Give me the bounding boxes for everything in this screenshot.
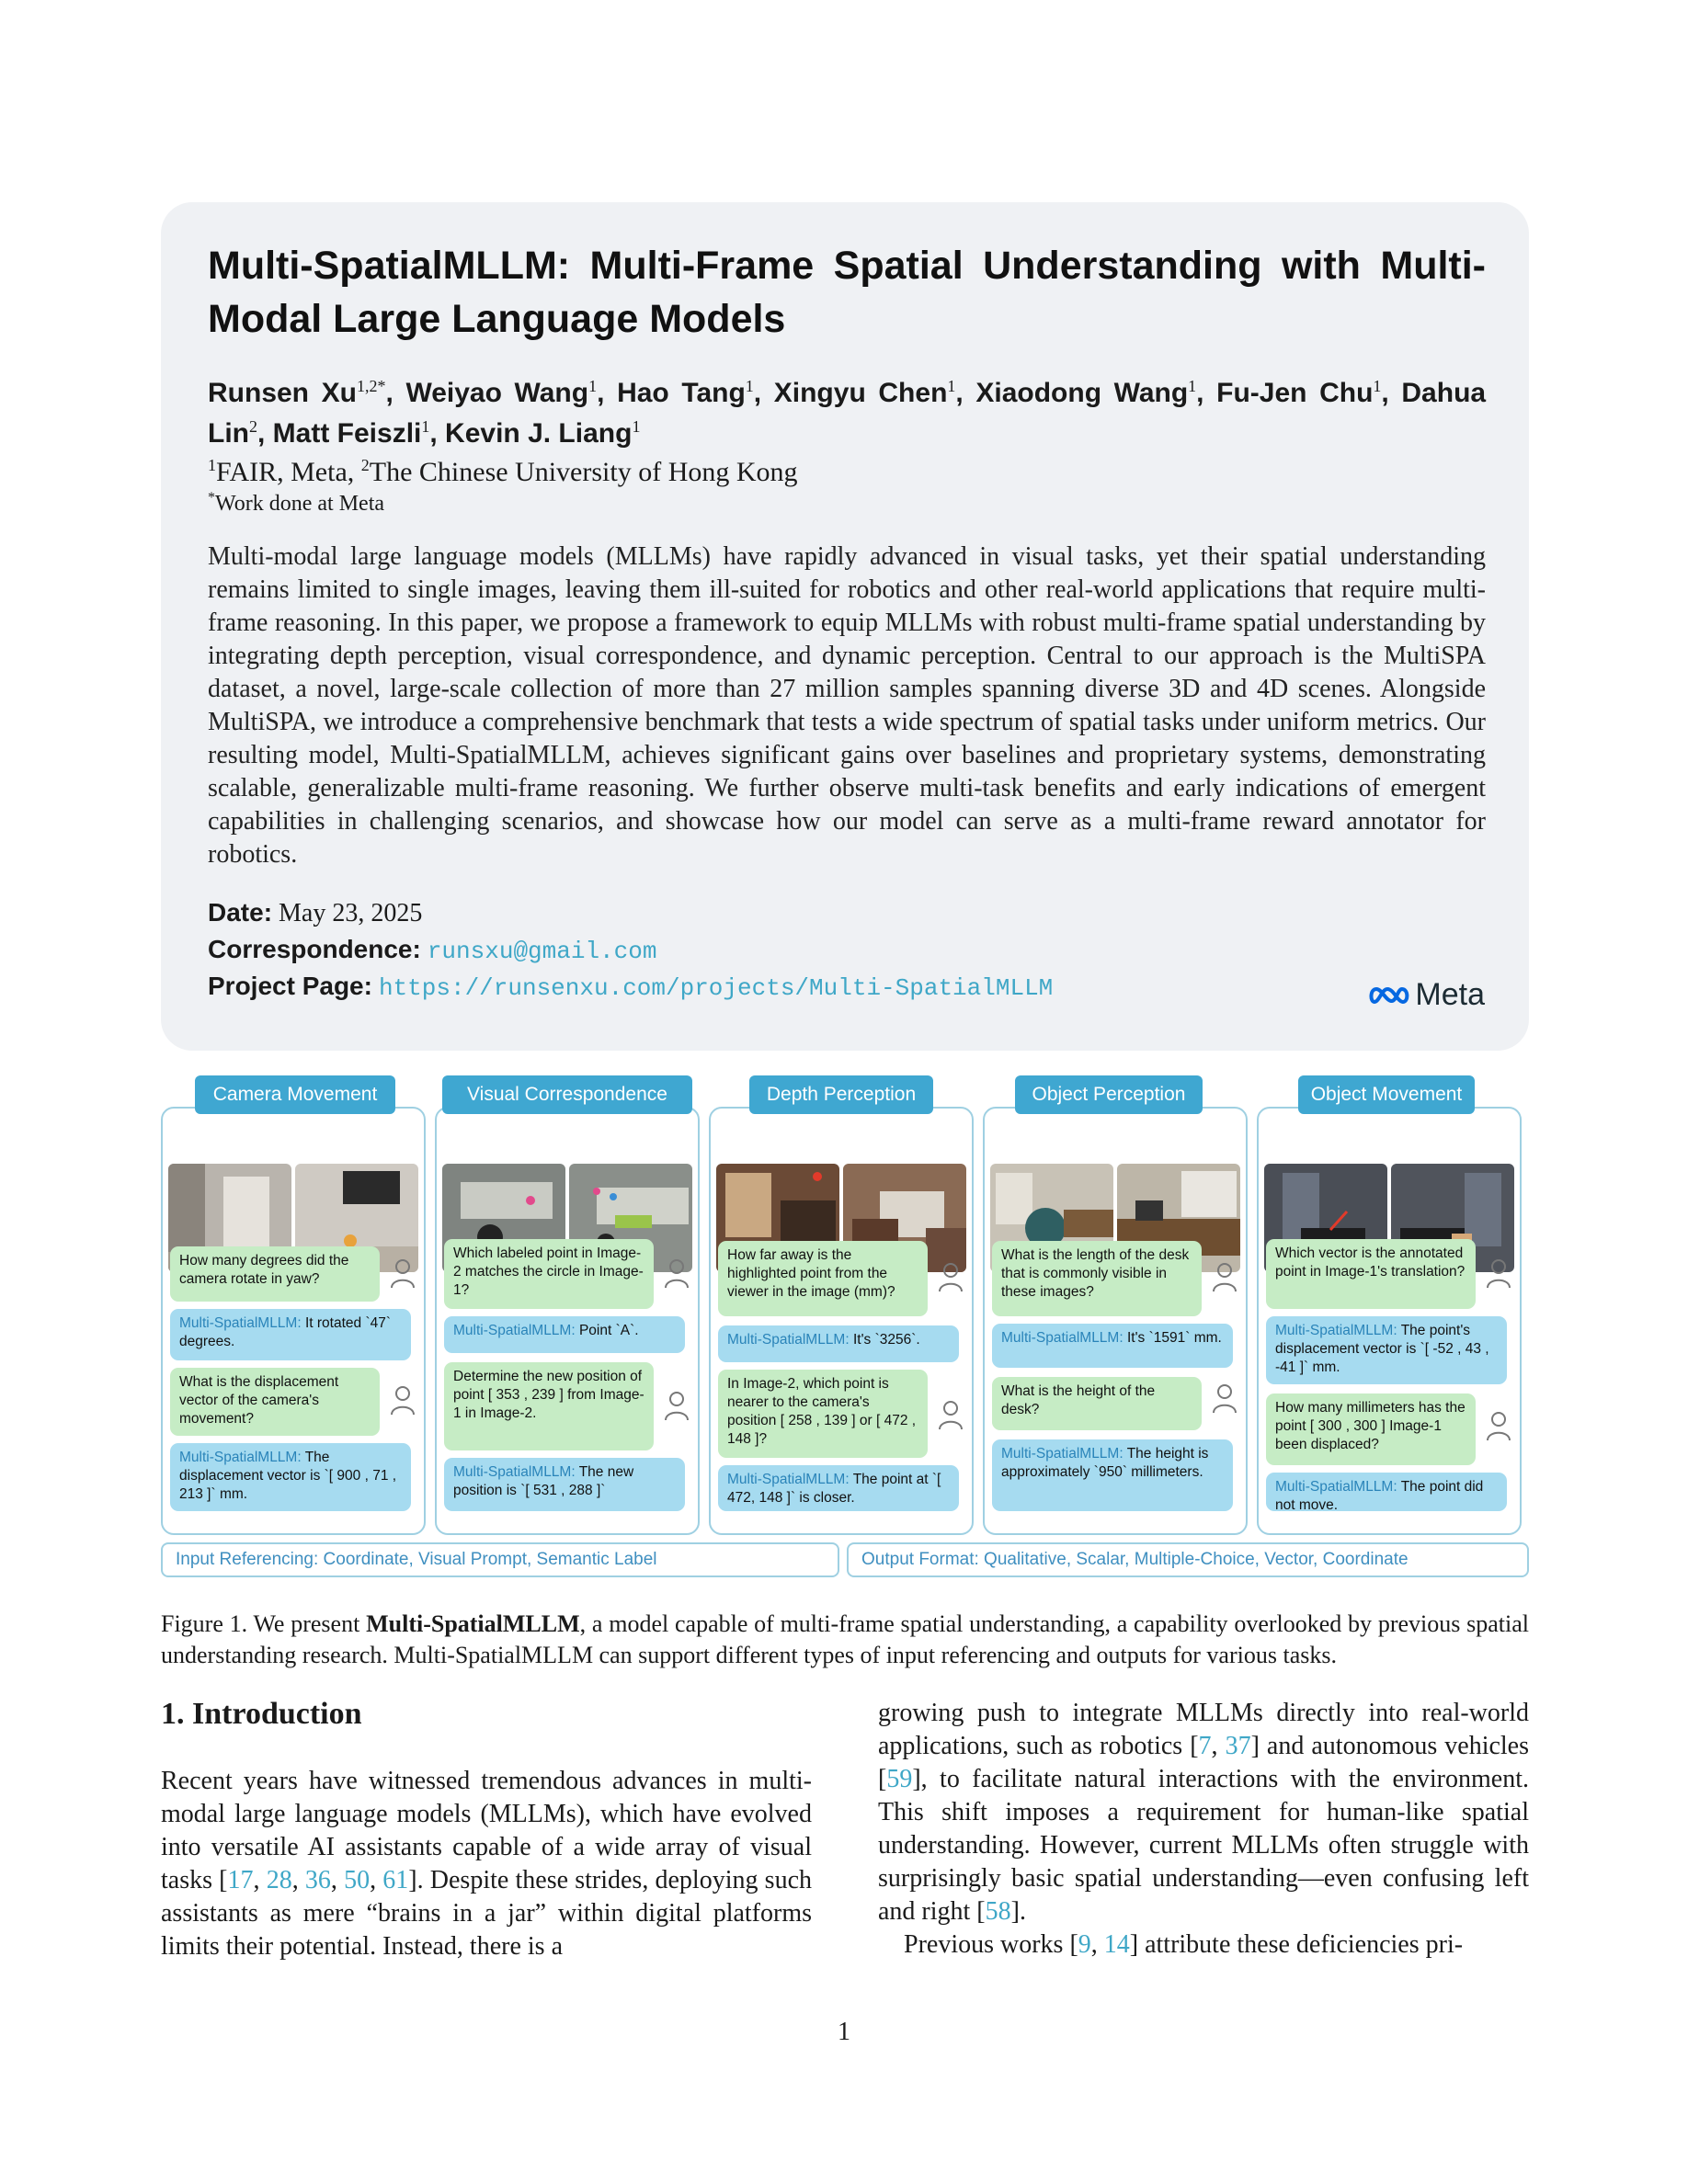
model-name: Multi-SpatialMLLM: xyxy=(1001,1330,1123,1346)
model-name: Multi-SpatialMLLM: xyxy=(727,1472,850,1487)
meta-logo-text: Meta xyxy=(1415,977,1485,1012)
caption-bold: Multi-SpatialMLLM xyxy=(366,1610,580,1637)
question-bubble: How many degrees did the camera rotate in yaw? xyxy=(170,1246,380,1302)
model-name: Multi-SpatialMLLM: xyxy=(179,1450,302,1465)
author-sup: 2 xyxy=(249,417,257,436)
author-sup: 1 xyxy=(745,377,754,395)
citation-link[interactable]: 58 xyxy=(985,1897,1011,1926)
user-icon xyxy=(389,1257,416,1289)
citation-link[interactable]: 28 xyxy=(266,1866,292,1894)
answer-bubble xyxy=(992,1439,1233,1511)
answer-text: The point's displacement vector is `[ -52 , 43 , -41 ]` mm. xyxy=(1275,1323,1489,1375)
citation-link[interactable]: 37 xyxy=(1225,1732,1251,1760)
intro-text: Previous works [ xyxy=(904,1930,1078,1959)
answer-bubble xyxy=(1266,1316,1507,1384)
affiliation-1: FAIR, Meta, xyxy=(216,457,355,487)
project-line xyxy=(208,971,1053,1004)
user-icon xyxy=(389,1384,416,1416)
author-sup: 1 xyxy=(947,377,956,395)
author-sup: 1,2* xyxy=(356,377,386,395)
intro-right-column: growing push to integrate MLLMs directly into real-world applications, such as robotics [7, 37] and autonomous vehicles [59], to facilitate natural interactions with the environment. This shift imposes a requirement for human-like spatial understanding. However, current MLLMs often struggle with surprisingly basic spatial understanding—even confusing left and right [58]. Previous works [9, 14] attribute these deficiencies pri- xyxy=(878,1699,1530,1959)
user-icon xyxy=(1211,1382,1238,1414)
answer-text: It's `3256`. xyxy=(852,1332,920,1348)
citation-link[interactable]: 7 xyxy=(1198,1732,1212,1760)
meta-logo xyxy=(1369,977,1485,1013)
tag-object-perception: Object Perception xyxy=(1015,1075,1203,1114)
intro-left-column: Recent years have witnessed tremendous advances in multi-modal large language models (MLLMs), which have evolved into versatile AI assistants capable of a wide array of visual tasks [17, 28, 36, 50, 61]. Despite these strides, deploying such assistants as mere “brains in a jar” within digital platforms limits their potential. Instead, there is a xyxy=(161,1767,812,1961)
citation-link[interactable]: 36 xyxy=(304,1866,331,1894)
user-icon xyxy=(937,1261,964,1292)
intro-text: ]. Despite these strides, deploying such assistants as mere “brains in a jar” within digital platforms limits their potential. Instead, there is a xyxy=(161,1866,812,1961)
author-sup: 1 xyxy=(632,417,641,436)
author: Kevin J. Liang xyxy=(445,418,633,449)
footnote xyxy=(208,484,384,518)
user-icon xyxy=(1485,1257,1512,1289)
answer-text: The point did not move. xyxy=(1275,1479,1484,1513)
author-sup: 1 xyxy=(1188,377,1197,395)
question-bubble: How many millimeters has the point [ 300 , 300 ] Image-1 been displaced? xyxy=(1266,1393,1476,1465)
caption-text: , a model capable of multi-frame spatial understanding, a capability overlooked by previous spatial understanding research. Multi-SpatialMLLM can support different types of input referencing and outputs for various tasks. xyxy=(161,1610,1530,1668)
author: Xingyu Chen xyxy=(773,378,948,408)
author: Matt Feiszli xyxy=(272,418,422,449)
user-icon xyxy=(663,1390,690,1421)
date-value: May 23, 2025 xyxy=(279,899,423,927)
citation-link[interactable]: 50 xyxy=(344,1866,371,1894)
author-sup: 1 xyxy=(588,377,598,395)
answer-bubble xyxy=(444,1316,685,1353)
citation-link[interactable]: 61 xyxy=(382,1866,409,1894)
intro-text: growing push to integrate MLLMs directly into real-world applications, such as robotics [ xyxy=(878,1699,1529,1760)
answer-bubble xyxy=(718,1465,959,1511)
citation-link[interactable]: 14 xyxy=(1103,1930,1130,1959)
intro-text: ], to facilitate natural interactions with the environment. This shift imposes a requirement for human-like spatial understanding. However, current MLLMs often struggle with surprisingly basic spatial understanding—even confusing left and right [ xyxy=(878,1765,1529,1926)
affiliations xyxy=(208,449,798,489)
page-number: 1 xyxy=(838,2018,850,2046)
model-name: Multi-SpatialMLLM: xyxy=(1275,1479,1397,1495)
answer-text: The new position is `[ 531 , 288 ]` xyxy=(453,1464,634,1498)
project-label: Project Page: xyxy=(208,972,372,1000)
tag-camera-movement: Camera Movement xyxy=(195,1075,395,1114)
author-sup: 1 xyxy=(1373,377,1382,395)
question-bubble: How far away is the highlighted point from the viewer in the image (mm)? xyxy=(718,1241,928,1316)
question-bubble: In Image-2, which point is nearer to the camera's position [ 258 , 139 ] or [ 472 , 148 ]? xyxy=(718,1370,928,1458)
user-icon xyxy=(1485,1410,1512,1441)
date-label: Date: xyxy=(208,898,273,927)
figure-caption xyxy=(161,1609,1529,1671)
date-line xyxy=(208,897,422,929)
intro-text: ]. xyxy=(1010,1897,1026,1926)
caption-prefix: Figure 1. We present xyxy=(161,1610,360,1637)
citation-link[interactable]: 9 xyxy=(1078,1930,1091,1959)
answer-text: The displacement vector is `[ 900 , 71 , 213 ]` mm. xyxy=(179,1450,397,1502)
project-link[interactable]: https://runsenxu.com/projects/Multi-SpatialMLLM xyxy=(378,974,1054,1002)
question-bubble: What is the displacement vector of the camera's movement? xyxy=(170,1368,380,1436)
author: Weiyao Wang xyxy=(405,378,589,408)
author: Fu-Jen Chu xyxy=(1216,378,1374,408)
question-bubble: What is the length of the desk that is commonly visible in these images? xyxy=(992,1241,1202,1316)
intro-text: Recent years have witnessed tremendous advances in multi-modal large language models (MLLMs), which have evolved into versatile AI assistants capable of a wide array of visual tasks [ xyxy=(161,1767,812,1894)
citation-link[interactable]: 17 xyxy=(227,1866,254,1894)
answer-bubble xyxy=(992,1324,1233,1368)
author-sup: 1 xyxy=(421,417,430,436)
model-name: Multi-SpatialMLLM: xyxy=(1275,1323,1397,1338)
tag-depth-perception: Depth Perception xyxy=(749,1075,933,1114)
intro-text: ] attribute these deficiencies pri- xyxy=(1129,1930,1464,1959)
answer-bubble xyxy=(170,1443,411,1511)
question-bubble: Which labeled point in Image-2 matches the circle in Image-1? xyxy=(444,1239,654,1309)
answer-text: It's `1591` mm. xyxy=(1126,1330,1222,1346)
section-heading: 1. Introduction xyxy=(161,1697,362,1731)
answer-bubble xyxy=(444,1458,685,1511)
answer-text: It rotated `47` degrees. xyxy=(179,1315,392,1349)
model-name: Multi-SpatialMLLM: xyxy=(179,1315,302,1331)
author: Runsen Xu xyxy=(208,378,357,408)
input-referencing-box: Input Referencing: Coordinate, Visual Prompt, Semantic Label xyxy=(161,1542,839,1577)
note-sup: * xyxy=(208,490,215,506)
model-name: Multi-SpatialMLLM: xyxy=(453,1464,576,1480)
model-name: Multi-SpatialMLLM: xyxy=(453,1323,576,1338)
note-text: Work done at Meta xyxy=(215,492,385,516)
correspondence-line xyxy=(208,934,656,967)
answer-text: The point at `[ 472, 148 ]` is closer. xyxy=(727,1472,941,1506)
user-icon xyxy=(1211,1261,1238,1292)
correspondence-email[interactable]: runsxu@gmail.com xyxy=(427,938,657,965)
tag-object-movement: Object Movement xyxy=(1298,1075,1475,1114)
answer-bubble xyxy=(1266,1473,1507,1511)
intro-text: ] and autonomous vehicles [ xyxy=(878,1732,1530,1793)
meta-infinity-icon xyxy=(1369,984,1409,1007)
author-list: Runsen $Xu^{1,2*}$, Weiyao Wang$^1$, Hao Tang$^1$, Xingyu Chen$^1$, Xiaodong Wang$^1$, Fu-Jen Chu$^1$, Dahua Lin$^2$, Matt Feiszli$^1$, Kevin J. Liang$^1$ xyxy=(208,377,1487,449)
abstract: Multi-modal large language models (MLLMs) have rapidly advanced in visual tasks, yet their spatial understanding remains limited to single images, leaving them ill-suited for robotics and other real-world applications that require multi-frame reasoning. In this paper, we propose a framework to equip MLLMs with robust multi-frame spatial understanding by integrating depth perception, visual correspondence, and dynamic perception. Central to our approach is the MultiSPA dataset, a novel, large-scale collection of more than 27 million samples spanning diverse 3D and 4D scenes. Alongside MultiSPA, we introduce a comprehensive benchmark that tests a wide spectrum of spatial tasks under uniform metrics. Our resulting model, Multi-SpatialMLLM, achieves significant gains over baselines and proprietary systems, demonstrating scalable, generalizable multi-frame reasoning. We further observe multi-task benefits and early indications of emergent capabilities in challenging scenarios, and showcase how our model can serve as a multi-frame reward annotator for robotics. xyxy=(208,542,1486,869)
tag-visual-correspondence: Visual Correspondence xyxy=(442,1075,692,1114)
paper-title: Multi-SpatialMLLM: Multi-Frame Spatial Understanding with Multi-Modal Large Language Models xyxy=(208,244,1486,341)
answer-bubble xyxy=(170,1309,411,1360)
affiliation-2: The Chinese University of Hong Kong xyxy=(369,457,798,487)
user-icon xyxy=(663,1257,690,1289)
answer-text: Point `A`. xyxy=(578,1323,639,1338)
author: Xiaodong Wang xyxy=(975,378,1189,408)
model-name: Multi-SpatialMLLM: xyxy=(727,1332,850,1348)
affil-sup: 2 xyxy=(360,456,370,474)
model-name: Multi-SpatialMLLM: xyxy=(1001,1446,1123,1462)
author: Dahua Lin xyxy=(208,378,1487,449)
header-box xyxy=(161,202,1529,1051)
question-bubble: What is the height of the desk? xyxy=(992,1377,1202,1430)
citation-link[interactable]: 59 xyxy=(886,1765,913,1793)
answer-text: The height is approximately `950` millimeters. xyxy=(1001,1446,1209,1480)
output-format-box: Output Format: Qualitative, Scalar, Multiple-Choice, Vector, Coordinate xyxy=(847,1542,1529,1577)
question-bubble: Determine the new position of point [ 353 , 239 ] from Image-1 in Image-2. xyxy=(444,1362,654,1450)
answer-bubble xyxy=(718,1325,959,1362)
author: Hao Tang xyxy=(617,378,746,408)
question-bubble: Which vector is the annotated point in Image-1's translation? xyxy=(1266,1239,1476,1309)
user-icon xyxy=(937,1399,964,1430)
figure-1 xyxy=(161,1075,1529,1586)
affil-sup: 1 xyxy=(208,456,216,474)
correspondence-label: Correspondence: xyxy=(208,935,421,963)
